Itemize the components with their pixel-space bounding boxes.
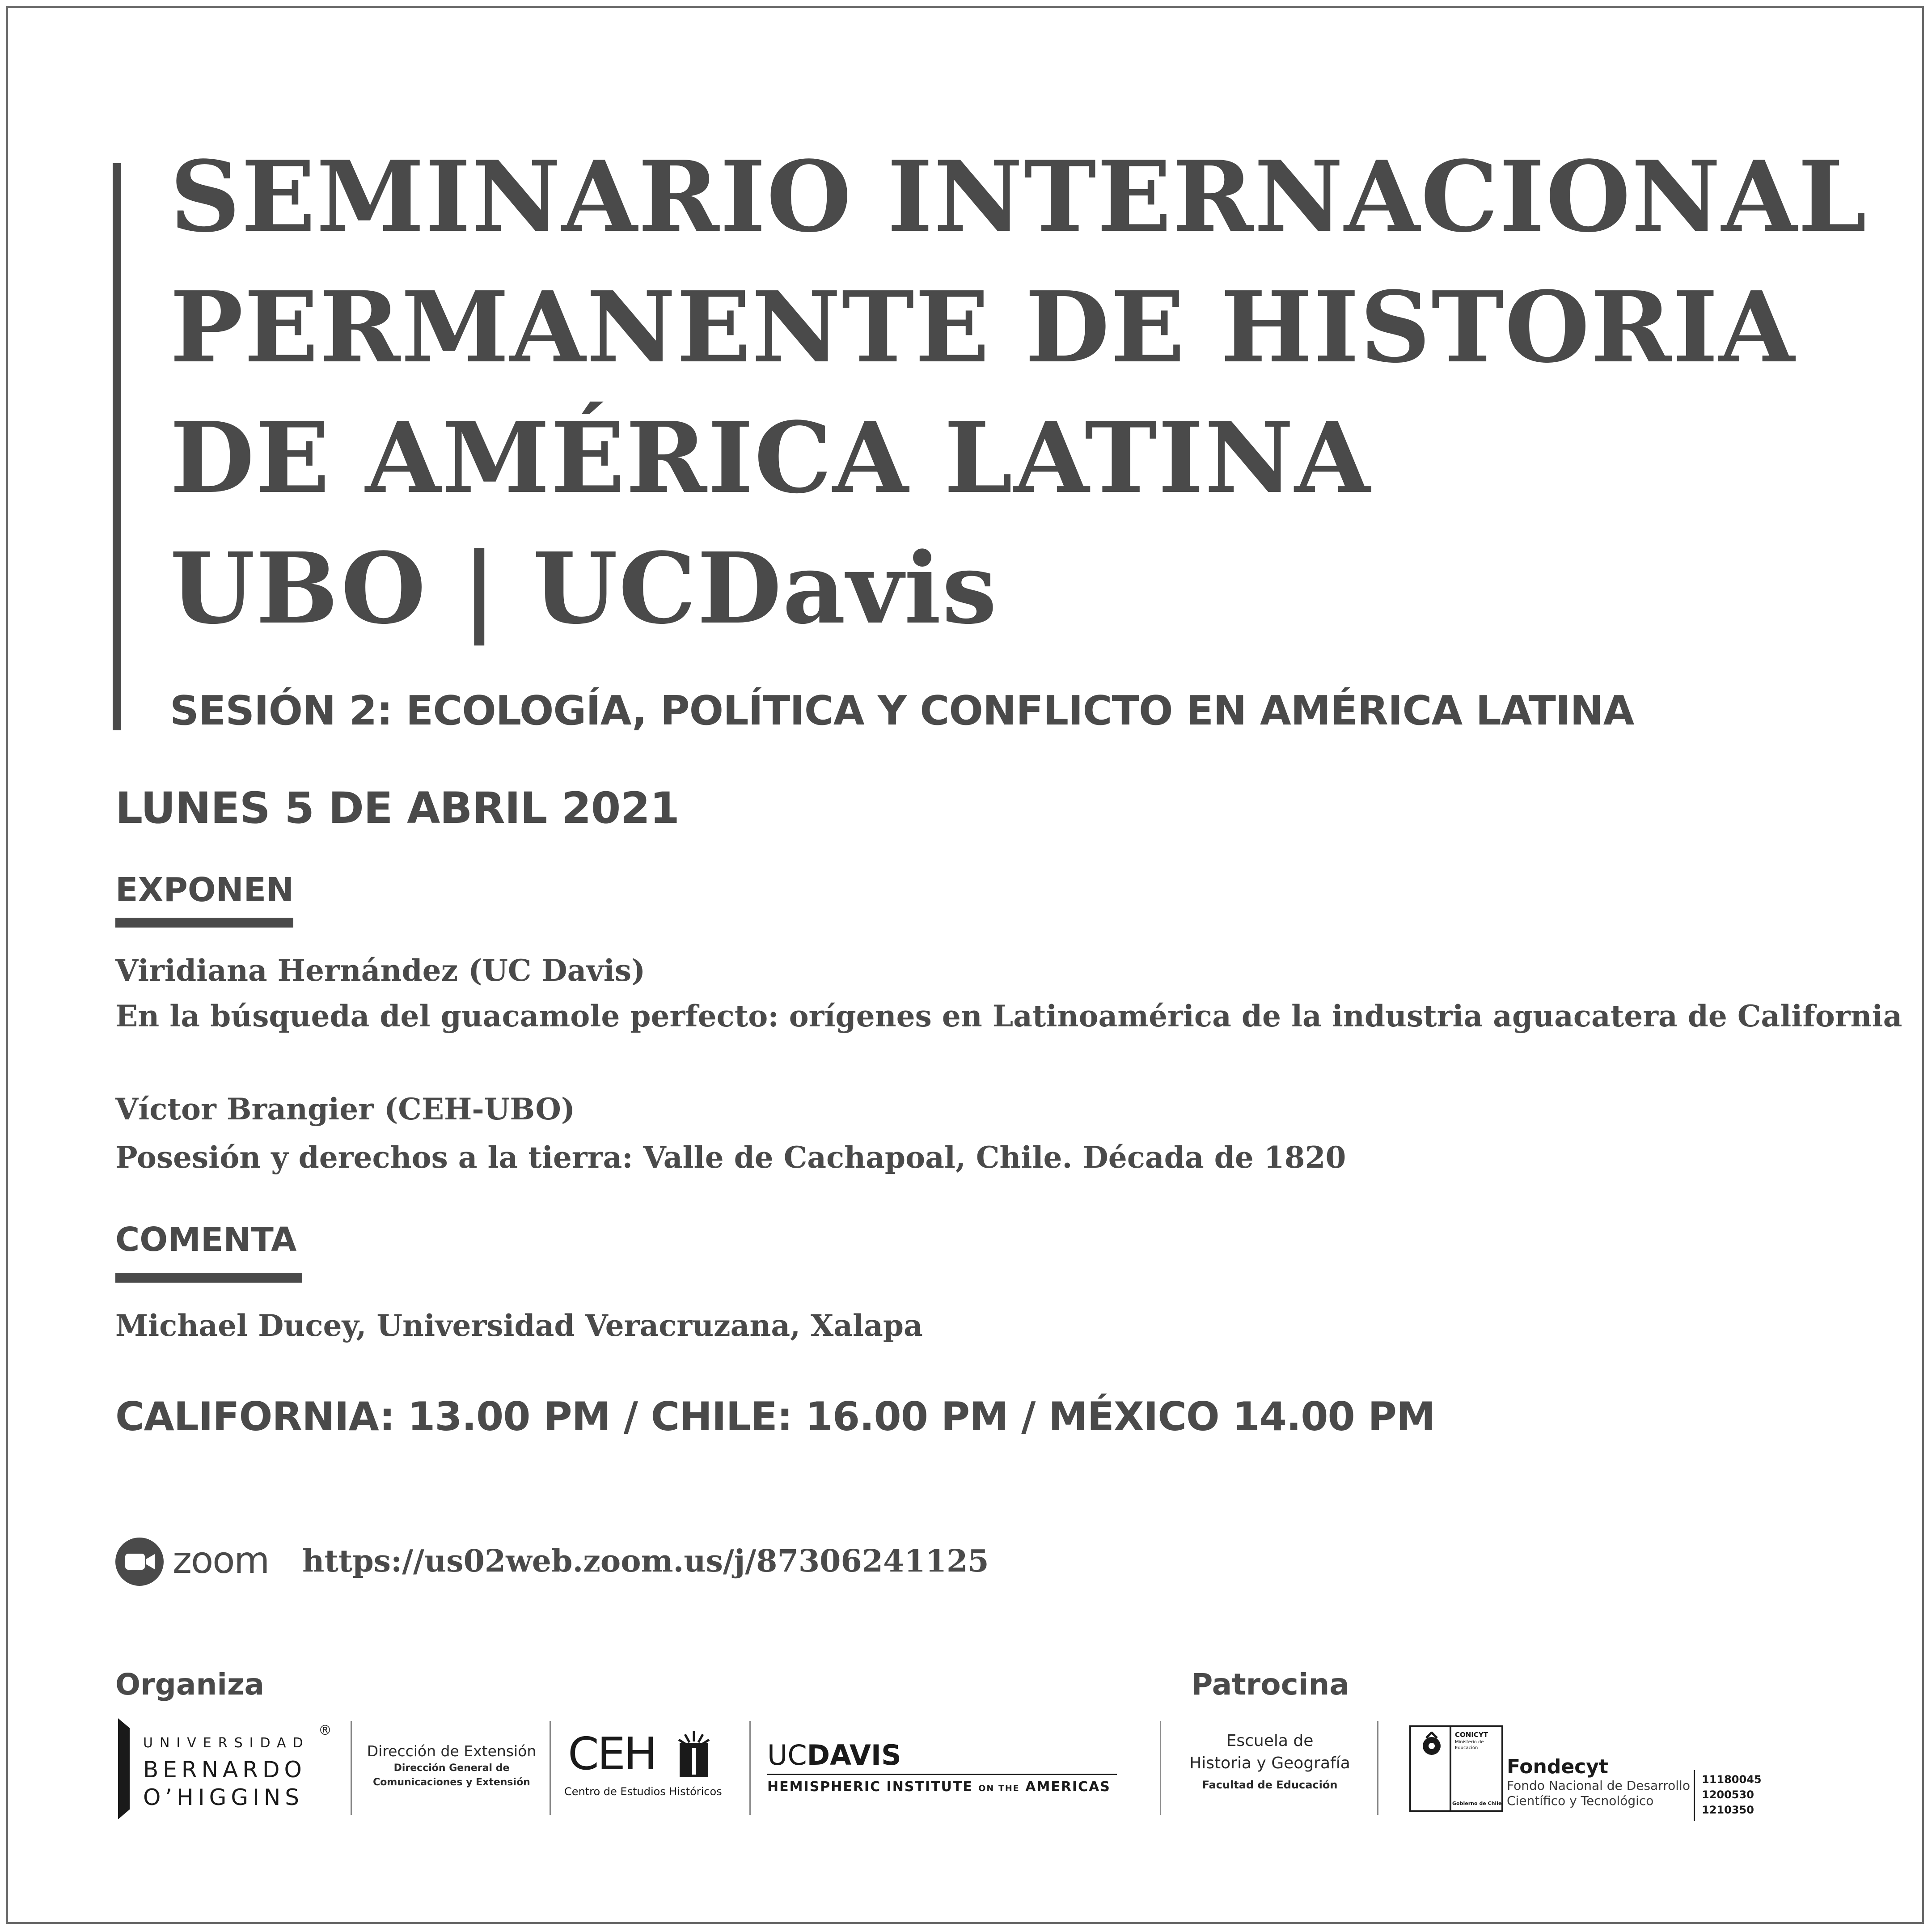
- speaker-1-talk: En la búsqueda del guacamole perfecto: orígenes en Latinoamérica de la industria aguacatera de California: [115, 999, 1902, 1034]
- fondecyt-codes-rule: [1694, 1770, 1695, 1821]
- conicyt-divider: [1450, 1727, 1451, 1810]
- comenta-heading: COMENTA: [115, 1220, 297, 1259]
- escuela-line-2: Historia y Geografía: [1189, 1754, 1350, 1772]
- speaker-2-talk: Posesión y derechos a la tierra: Valle de Cachapoal, Chile. Década de 1820: [115, 1140, 1346, 1175]
- escuela-line-3: Facultad de Educación: [1202, 1779, 1338, 1791]
- fondecyt-line-2: Científico y Tecnológico: [1507, 1793, 1654, 1808]
- extension-line-3: Comunicaciones y Extensión: [373, 1777, 530, 1788]
- extension-line-2: Dirección General de: [393, 1763, 510, 1774]
- commentator-name: Michael Ducey, Universidad Veracruzana, Xalapa: [115, 1308, 923, 1343]
- ucdavis-logo: [767, 1738, 1125, 1801]
- ucdavis-rule: [767, 1774, 1117, 1775]
- extension-logo: [358, 1741, 545, 1790]
- conicyt-logo: [1409, 1725, 1503, 1812]
- zoom-wordmark: zoom: [173, 1539, 269, 1582]
- conicyt-title: CONICYT: [1455, 1731, 1488, 1739]
- ucdavis-davis: DAVIS: [807, 1739, 901, 1771]
- ceh-mark: CEH: [568, 1728, 656, 1780]
- ucdavis-tagline-c: AMERICAS: [1025, 1779, 1111, 1795]
- escuela-line-1: Escuela de: [1226, 1732, 1314, 1750]
- ucdavis-tagline-a: HEMISPHERIC INSTITUTE: [767, 1779, 973, 1795]
- fondecyt-code-3: 1210350: [1702, 1804, 1754, 1816]
- ceh-caption: Centro de Estudios Históricos: [564, 1785, 722, 1798]
- extension-line-1: Dirección de Extensión: [367, 1742, 537, 1760]
- patrocina-label: Patrocina: [1191, 1667, 1349, 1702]
- session-times: CALIFORNIA: 13.00 PM / CHILE: 16.00 PM / MÉXICO 14.00 PM: [115, 1394, 1435, 1440]
- fondecyt-code-1: 11180045: [1702, 1773, 1762, 1786]
- zoom-camera-icon: [115, 1538, 164, 1586]
- ubo-line-3: O’HIGGINS: [143, 1784, 304, 1810]
- logo-separator-3: [749, 1721, 751, 1815]
- ucdavis-wordmark: [767, 1738, 901, 1773]
- session-subtitle: SESIÓN 2: ECOLOGÍA, POLÍTICA Y CONFLICTO EN AMÉRICA LATINA: [170, 687, 1634, 734]
- ucdavis-uc: UC: [767, 1739, 807, 1771]
- exponen-heading: EXPONEN: [115, 871, 294, 909]
- event-date: LUNES 5 DE ABRIL 2021: [115, 783, 679, 833]
- exponen-underline: [115, 918, 293, 928]
- fondecyt-code-2: 1200530: [1702, 1788, 1754, 1801]
- chile-coat-of-arms-icon: [1418, 1732, 1445, 1758]
- logo-separator-4: [1160, 1721, 1161, 1815]
- logo-separator-1: [351, 1721, 352, 1815]
- escuela-logo: [1171, 1730, 1368, 1795]
- logo-separator-5: [1377, 1721, 1378, 1815]
- title-line-1: SEMINARIO INTERNACIONAL: [170, 140, 1868, 254]
- speaker-2-name: Víctor Brangier (CEH-UBO): [115, 1092, 575, 1127]
- ubo-registered-mark: ®: [318, 1723, 332, 1738]
- fondecyt-logo: [1507, 1756, 1695, 1809]
- fondecyt-name: Fondecyt: [1507, 1755, 1608, 1778]
- ubo-logo: [117, 1718, 350, 1821]
- title-line-3: DE AMÉRICA LATINA: [170, 401, 1371, 515]
- fondecyt-line-1: Fondo Nacional de Desarrollo: [1507, 1778, 1690, 1793]
- ucdavis-tagline: [767, 1778, 1111, 1797]
- comenta-underline: [115, 1273, 302, 1283]
- title-accent-bar: [113, 163, 121, 730]
- organiza-label: Organiza: [115, 1667, 264, 1702]
- fondecyt-codes: [1702, 1772, 1762, 1818]
- ubo-line-2: BERNARDO: [143, 1757, 306, 1783]
- ucdavis-tagline-b: ON THE: [978, 1784, 1020, 1793]
- conicyt-sub-1: Ministerio de: [1455, 1740, 1484, 1745]
- title-line-2: PERMANENTE DE HISTORIA: [170, 270, 1796, 385]
- speaker-1-name: Viridiana Hernández (UC Davis): [115, 953, 646, 988]
- conicyt-sub-2: Educación: [1455, 1746, 1478, 1750]
- zoom-meeting-link[interactable]: https://us02web.zoom.us/j/87306241125: [302, 1543, 989, 1579]
- book-icon: [676, 1730, 712, 1779]
- ubo-line-1: UNIVERSIDAD: [143, 1735, 310, 1751]
- title-line-4: UBO | UCDavis: [170, 531, 998, 646]
- ubo-logo-mark: [117, 1718, 131, 1819]
- ceh-logo: [564, 1727, 743, 1808]
- gobierno-de-chile: Gobierno de Chile: [1452, 1801, 1502, 1806]
- zoom-logo: [115, 1538, 281, 1587]
- logo-separator-2: [550, 1721, 551, 1815]
